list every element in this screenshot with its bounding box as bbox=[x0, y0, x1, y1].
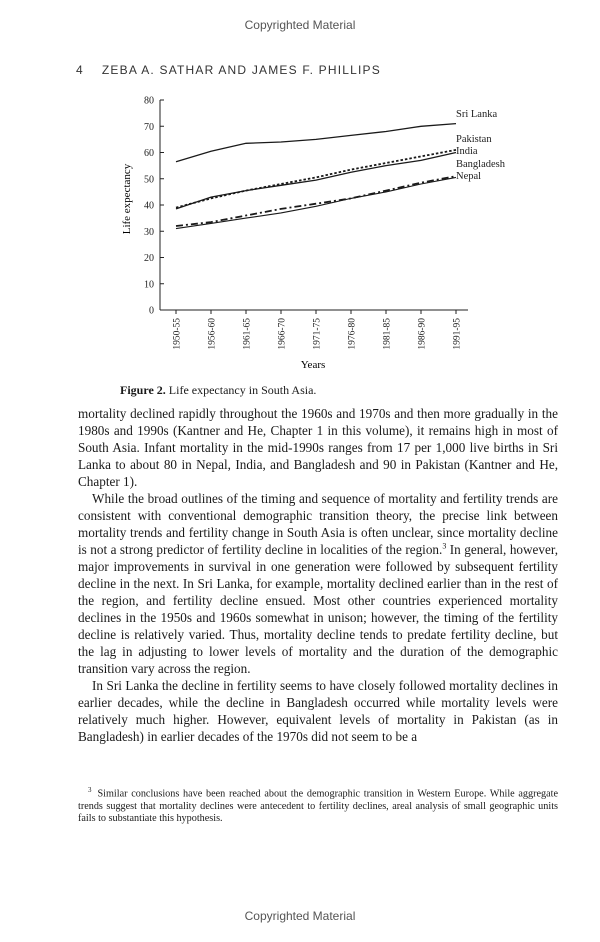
series-line-bangladesh bbox=[176, 176, 456, 226]
series-lines bbox=[176, 124, 456, 229]
body-text bbox=[78, 405, 558, 745]
footnote bbox=[78, 784, 558, 826]
footnote-ref: 3 bbox=[442, 541, 447, 551]
series-labels bbox=[456, 109, 506, 182]
footnote-mark: 3 bbox=[88, 786, 92, 794]
series-line-pakistan bbox=[176, 150, 456, 208]
chart-axes bbox=[160, 100, 468, 310]
x-tick-label: 1961-65 bbox=[242, 318, 253, 350]
copyright-notice-top: Copyrighted Material bbox=[244, 18, 356, 32]
y-tick-label: 0 bbox=[149, 305, 154, 317]
y-tick-label: 40 bbox=[144, 200, 154, 212]
figure-label: Figure 2. bbox=[120, 383, 166, 397]
series-label-bangladesh: Bangladesh bbox=[456, 159, 505, 170]
figure-caption bbox=[120, 383, 316, 398]
author-names: ZEBA A. SATHAR AND JAMES F. PHILLIPS bbox=[101, 63, 381, 77]
running-head bbox=[76, 63, 381, 77]
life-expectancy-chart bbox=[110, 88, 530, 378]
series-line-sri-lanka bbox=[176, 124, 456, 162]
x-tick-label: 1991-95 bbox=[452, 318, 463, 350]
y-axis-ticks bbox=[144, 96, 164, 317]
paragraph-1: mortality declined rapidly throughout the 1960s and 1970s and then more gradually in the 1980s and 1990s (Kantner and He, Chapter 1 in this volume), it remains high in most of South Asia. Infant mortality in the mid-1990s ranges from 17 per 1,000 live births in Sri Lanka to about 80 in Nepal, India, and Bangladesh and 90 in Pakistan (Kantner and He, Chapter 1). bbox=[78, 406, 558, 489]
series-line-india bbox=[176, 153, 456, 209]
footnote-text: Similar conclusions have been reached about the demographic transition in Western Europe. While aggregate trends suggest that mortality declines were antecedent to fertility declines, areal analysis of small geographic units fails to substantiate this hypothesis. bbox=[78, 788, 558, 825]
y-tick-label: 70 bbox=[144, 121, 154, 133]
y-tick-label: 50 bbox=[144, 174, 154, 186]
paragraph-2 bbox=[78, 490, 558, 677]
y-tick-label: 80 bbox=[144, 95, 154, 107]
copyright-notice-bottom: Copyrighted Material bbox=[244, 909, 356, 923]
figure-caption-text: Life expectancy in South Asia. bbox=[165, 383, 317, 397]
x-axis-label: Years bbox=[300, 359, 326, 371]
x-tick-label: 1976-80 bbox=[347, 318, 358, 350]
x-tick-label: 1956-60 bbox=[207, 318, 218, 350]
page-number: 4 bbox=[76, 63, 84, 77]
series-label-nepal: Nepal bbox=[456, 171, 482, 182]
series-label-sri-lanka: Sri Lanka bbox=[456, 109, 498, 120]
y-tick-label: 20 bbox=[144, 253, 154, 264]
y-axis-label: Life expectancy bbox=[121, 163, 133, 235]
y-tick-label: 60 bbox=[144, 148, 154, 159]
x-tick-label: 1986-90 bbox=[417, 318, 428, 350]
x-tick-label: 1981-85 bbox=[382, 318, 393, 350]
y-tick-label: 10 bbox=[144, 279, 154, 291]
x-tick-label: 1950-55 bbox=[172, 318, 183, 350]
x-tick-label: 1966-70 bbox=[277, 318, 288, 350]
series-label-india: India bbox=[456, 146, 478, 157]
y-tick-label: 30 bbox=[144, 226, 154, 238]
x-tick-label: 1971-75 bbox=[312, 318, 323, 350]
paragraph-2-part-b: In general, however, major improvements in survival in one generation were followed by subsequent fertility decline in the next. In Sri Lanka, for example, mortality declined earlier than in the rest of the region, and fertility decline ensued. Most other countries experienced mortality declines in the 1950s and 1960s somewhat in unison; however, the timing of the fertility decline is relatively varied. Thus, mortality decline tends to predate fertility decline, but the lag in adjusting to lower levels of mortality and the duration of the demographic transition vary across the region. bbox=[78, 542, 558, 676]
series-label-pakistan: Pakistan bbox=[456, 134, 492, 145]
x-axis-ticks bbox=[173, 310, 463, 350]
paragraph-2-part-a: While the broad outlines of the timing and sequence of mortality and fertility trends are consistent with conventional demographic transition theory, the precise link between mortality trends and fertility change in South Asia is often unclear, since mortality decline is not a strong predictor of fertility decline in localities of the region. bbox=[78, 491, 558, 557]
paragraph-3: In Sri Lanka the decline in fertility seems to have closely followed mortality declines in earlier decades, while the decline in Bangladesh occurred while mortality levels were relatively much higher. However, equivalent levels of mortality in Pakistan (as in Bangladesh) in earlier decades of the 1970s did not seem to be a bbox=[78, 678, 558, 744]
